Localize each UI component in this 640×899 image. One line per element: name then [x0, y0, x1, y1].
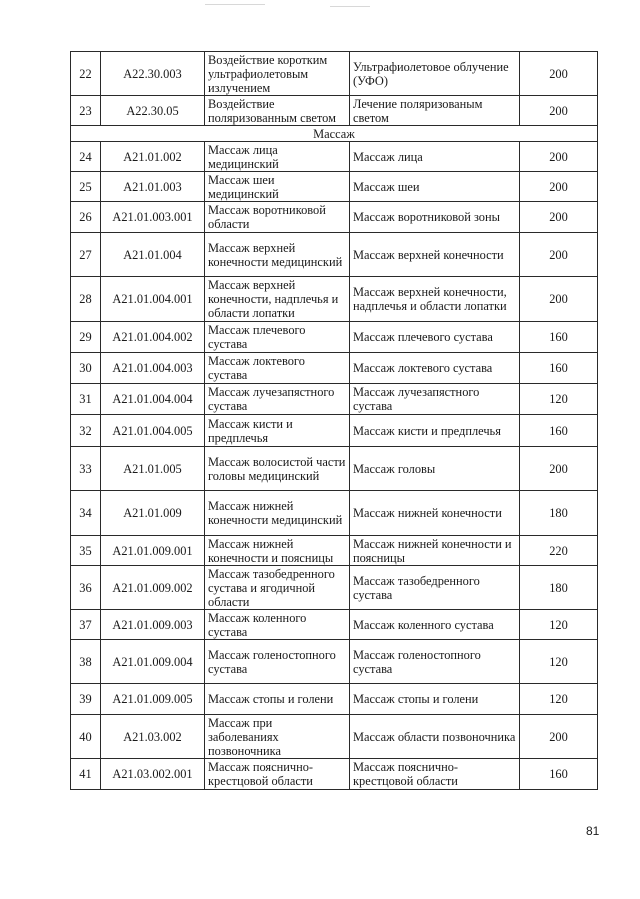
service-name-cell: Воздействие поляризованным светом — [205, 96, 350, 126]
row-number-cell: 35 — [71, 536, 101, 566]
service-name-cell: Массаж тазобедренного сустава и ягодичной области — [205, 566, 350, 610]
scan-artifact — [205, 4, 265, 5]
service-description-cell: Массаж верхней конечности, надплечья и области лопатки — [350, 277, 520, 322]
service-description-cell: Массаж верхней конечности — [350, 233, 520, 277]
row-number-cell: 25 — [71, 172, 101, 202]
section-title: Массаж — [71, 126, 598, 142]
service-description-cell: Массаж стопы и голени — [350, 684, 520, 715]
row-number-cell: 28 — [71, 277, 101, 322]
service-description-cell: Массаж воротниковой зоны — [350, 202, 520, 233]
service-description-cell: Ультрафиолетовое облучение (УФО) — [350, 52, 520, 96]
table-row — [71, 142, 598, 172]
price-cell: 180 — [520, 491, 598, 536]
price-cell: 120 — [520, 610, 598, 640]
service-code-cell: A21.01.004.003 — [101, 353, 205, 384]
service-description-cell: Массаж нижней конечности и поясницы — [350, 536, 520, 566]
service-code-cell: A21.01.005 — [101, 447, 205, 491]
price-cell: 200 — [520, 277, 598, 322]
price-cell: 120 — [520, 684, 598, 715]
row-number-cell: 41 — [71, 759, 101, 790]
service-code-cell: A21.03.002.001 — [101, 759, 205, 790]
service-description-cell: Массаж локтевого сустава — [350, 353, 520, 384]
service-code-cell: A22.30.05 — [101, 96, 205, 126]
service-code-cell: A21.03.002 — [101, 715, 205, 759]
price-cell: 200 — [520, 202, 598, 233]
service-code-cell: A21.01.009.005 — [101, 684, 205, 715]
service-name-cell: Массаж коленного сустава — [205, 610, 350, 640]
service-code-cell: A21.01.009 — [101, 491, 205, 536]
row-number-cell: 23 — [71, 96, 101, 126]
service-name-cell: Массаж воротниковой области — [205, 202, 350, 233]
service-name-cell: Массаж при заболеваниях позвоночника — [205, 715, 350, 759]
table-row — [71, 277, 598, 322]
table-row — [71, 640, 598, 684]
service-name-cell: Массаж нижней конечности и поясницы — [205, 536, 350, 566]
price-cell: 200 — [520, 715, 598, 759]
row-number-cell: 24 — [71, 142, 101, 172]
service-name-cell: Массаж верхней конечности медицинский — [205, 233, 350, 277]
service-name-cell: Массаж локтевого сустава — [205, 353, 350, 384]
table-row — [71, 202, 598, 233]
service-description-cell: Массаж области позвоночника — [350, 715, 520, 759]
table-body — [71, 52, 598, 790]
service-name-cell: Массаж пояснично-крестцовой области — [205, 759, 350, 790]
service-description-cell: Массаж нижней конечности — [350, 491, 520, 536]
table-row — [71, 96, 598, 126]
price-cell: 200 — [520, 233, 598, 277]
service-name-cell: Массаж нижней конечности медицинский — [205, 491, 350, 536]
price-cell: 120 — [520, 640, 598, 684]
service-code-cell: A21.01.004.001 — [101, 277, 205, 322]
service-description-cell: Массаж плечевого сустава — [350, 322, 520, 353]
service-name-cell: Массаж верхней конечности, надплечья и области лопатки — [205, 277, 350, 322]
scan-artifact — [330, 6, 370, 7]
row-number-cell: 40 — [71, 715, 101, 759]
price-cell: 200 — [520, 142, 598, 172]
service-code-cell: A21.01.004 — [101, 233, 205, 277]
service-code-cell: A21.01.009.002 — [101, 566, 205, 610]
service-description-cell: Массаж лица — [350, 142, 520, 172]
price-cell: 200 — [520, 96, 598, 126]
service-code-cell: A21.01.003 — [101, 172, 205, 202]
service-description-cell: Массаж головы — [350, 447, 520, 491]
row-number-cell: 39 — [71, 684, 101, 715]
service-name-cell: Массаж кисти и предплечья — [205, 415, 350, 447]
table-row — [71, 491, 598, 536]
price-cell: 180 — [520, 566, 598, 610]
table-row — [71, 447, 598, 491]
table-row — [71, 415, 598, 447]
row-number-cell: 29 — [71, 322, 101, 353]
table-row — [71, 684, 598, 715]
row-number-cell: 37 — [71, 610, 101, 640]
service-code-cell: A21.01.004.002 — [101, 322, 205, 353]
table-row — [71, 233, 598, 277]
row-number-cell: 36 — [71, 566, 101, 610]
table-row — [71, 715, 598, 759]
row-number-cell: 31 — [71, 384, 101, 415]
service-code-cell: A21.01.004.005 — [101, 415, 205, 447]
service-code-cell: A21.01.004.004 — [101, 384, 205, 415]
service-description-cell: Массаж лучезапястного сустава — [350, 384, 520, 415]
section-header-row — [71, 126, 598, 142]
service-description-cell: Массаж тазобедренного сустава — [350, 566, 520, 610]
service-code-cell: A21.01.003.001 — [101, 202, 205, 233]
service-description-cell: Массаж шеи — [350, 172, 520, 202]
row-number-cell: 26 — [71, 202, 101, 233]
service-code-cell: A21.01.002 — [101, 142, 205, 172]
row-number-cell: 30 — [71, 353, 101, 384]
row-number-cell: 34 — [71, 491, 101, 536]
service-name-cell: Массаж голеностопного сустава — [205, 640, 350, 684]
row-number-cell: 38 — [71, 640, 101, 684]
table-row — [71, 353, 598, 384]
price-cell: 160 — [520, 353, 598, 384]
service-description-cell: Лечение поляризованым светом — [350, 96, 520, 126]
page-number: 81 — [586, 824, 600, 838]
service-description-cell: Массаж кисти и предплечья — [350, 415, 520, 447]
services-price-table — [70, 51, 598, 790]
service-name-cell: Массаж лучезапястного сустава — [205, 384, 350, 415]
price-cell: 120 — [520, 384, 598, 415]
price-cell: 160 — [520, 759, 598, 790]
table-row — [71, 52, 598, 96]
service-name-cell: Массаж стопы и голени — [205, 684, 350, 715]
service-name-cell: Массаж волосистой части головы медицинский — [205, 447, 350, 491]
table-row — [71, 322, 598, 353]
table-row — [71, 759, 598, 790]
service-code-cell: A21.01.009.001 — [101, 536, 205, 566]
service-description-cell: Массаж коленного сустава — [350, 610, 520, 640]
service-code-cell: A21.01.009.003 — [101, 610, 205, 640]
service-name-cell: Массаж плечевого сустава — [205, 322, 350, 353]
price-cell: 160 — [520, 322, 598, 353]
service-name-cell: Воздействие коротким ультрафиолетовым излучением — [205, 52, 350, 96]
service-description-cell: Массаж пояснично-крестцовой области — [350, 759, 520, 790]
table-row — [71, 566, 598, 610]
row-number-cell: 33 — [71, 447, 101, 491]
table-row — [71, 610, 598, 640]
price-cell: 200 — [520, 52, 598, 96]
table-row — [71, 384, 598, 415]
service-code-cell: A21.01.009.004 — [101, 640, 205, 684]
price-cell: 160 — [520, 415, 598, 447]
row-number-cell: 27 — [71, 233, 101, 277]
service-name-cell: Массаж шеи медицинский — [205, 172, 350, 202]
price-cell: 220 — [520, 536, 598, 566]
service-code-cell: A22.30.003 — [101, 52, 205, 96]
table-row — [71, 536, 598, 566]
service-name-cell: Массаж лица медицинский — [205, 142, 350, 172]
row-number-cell: 32 — [71, 415, 101, 447]
row-number-cell: 22 — [71, 52, 101, 96]
service-description-cell: Массаж голеностопного сустава — [350, 640, 520, 684]
price-cell: 200 — [520, 447, 598, 491]
table-row — [71, 172, 598, 202]
price-cell: 200 — [520, 172, 598, 202]
